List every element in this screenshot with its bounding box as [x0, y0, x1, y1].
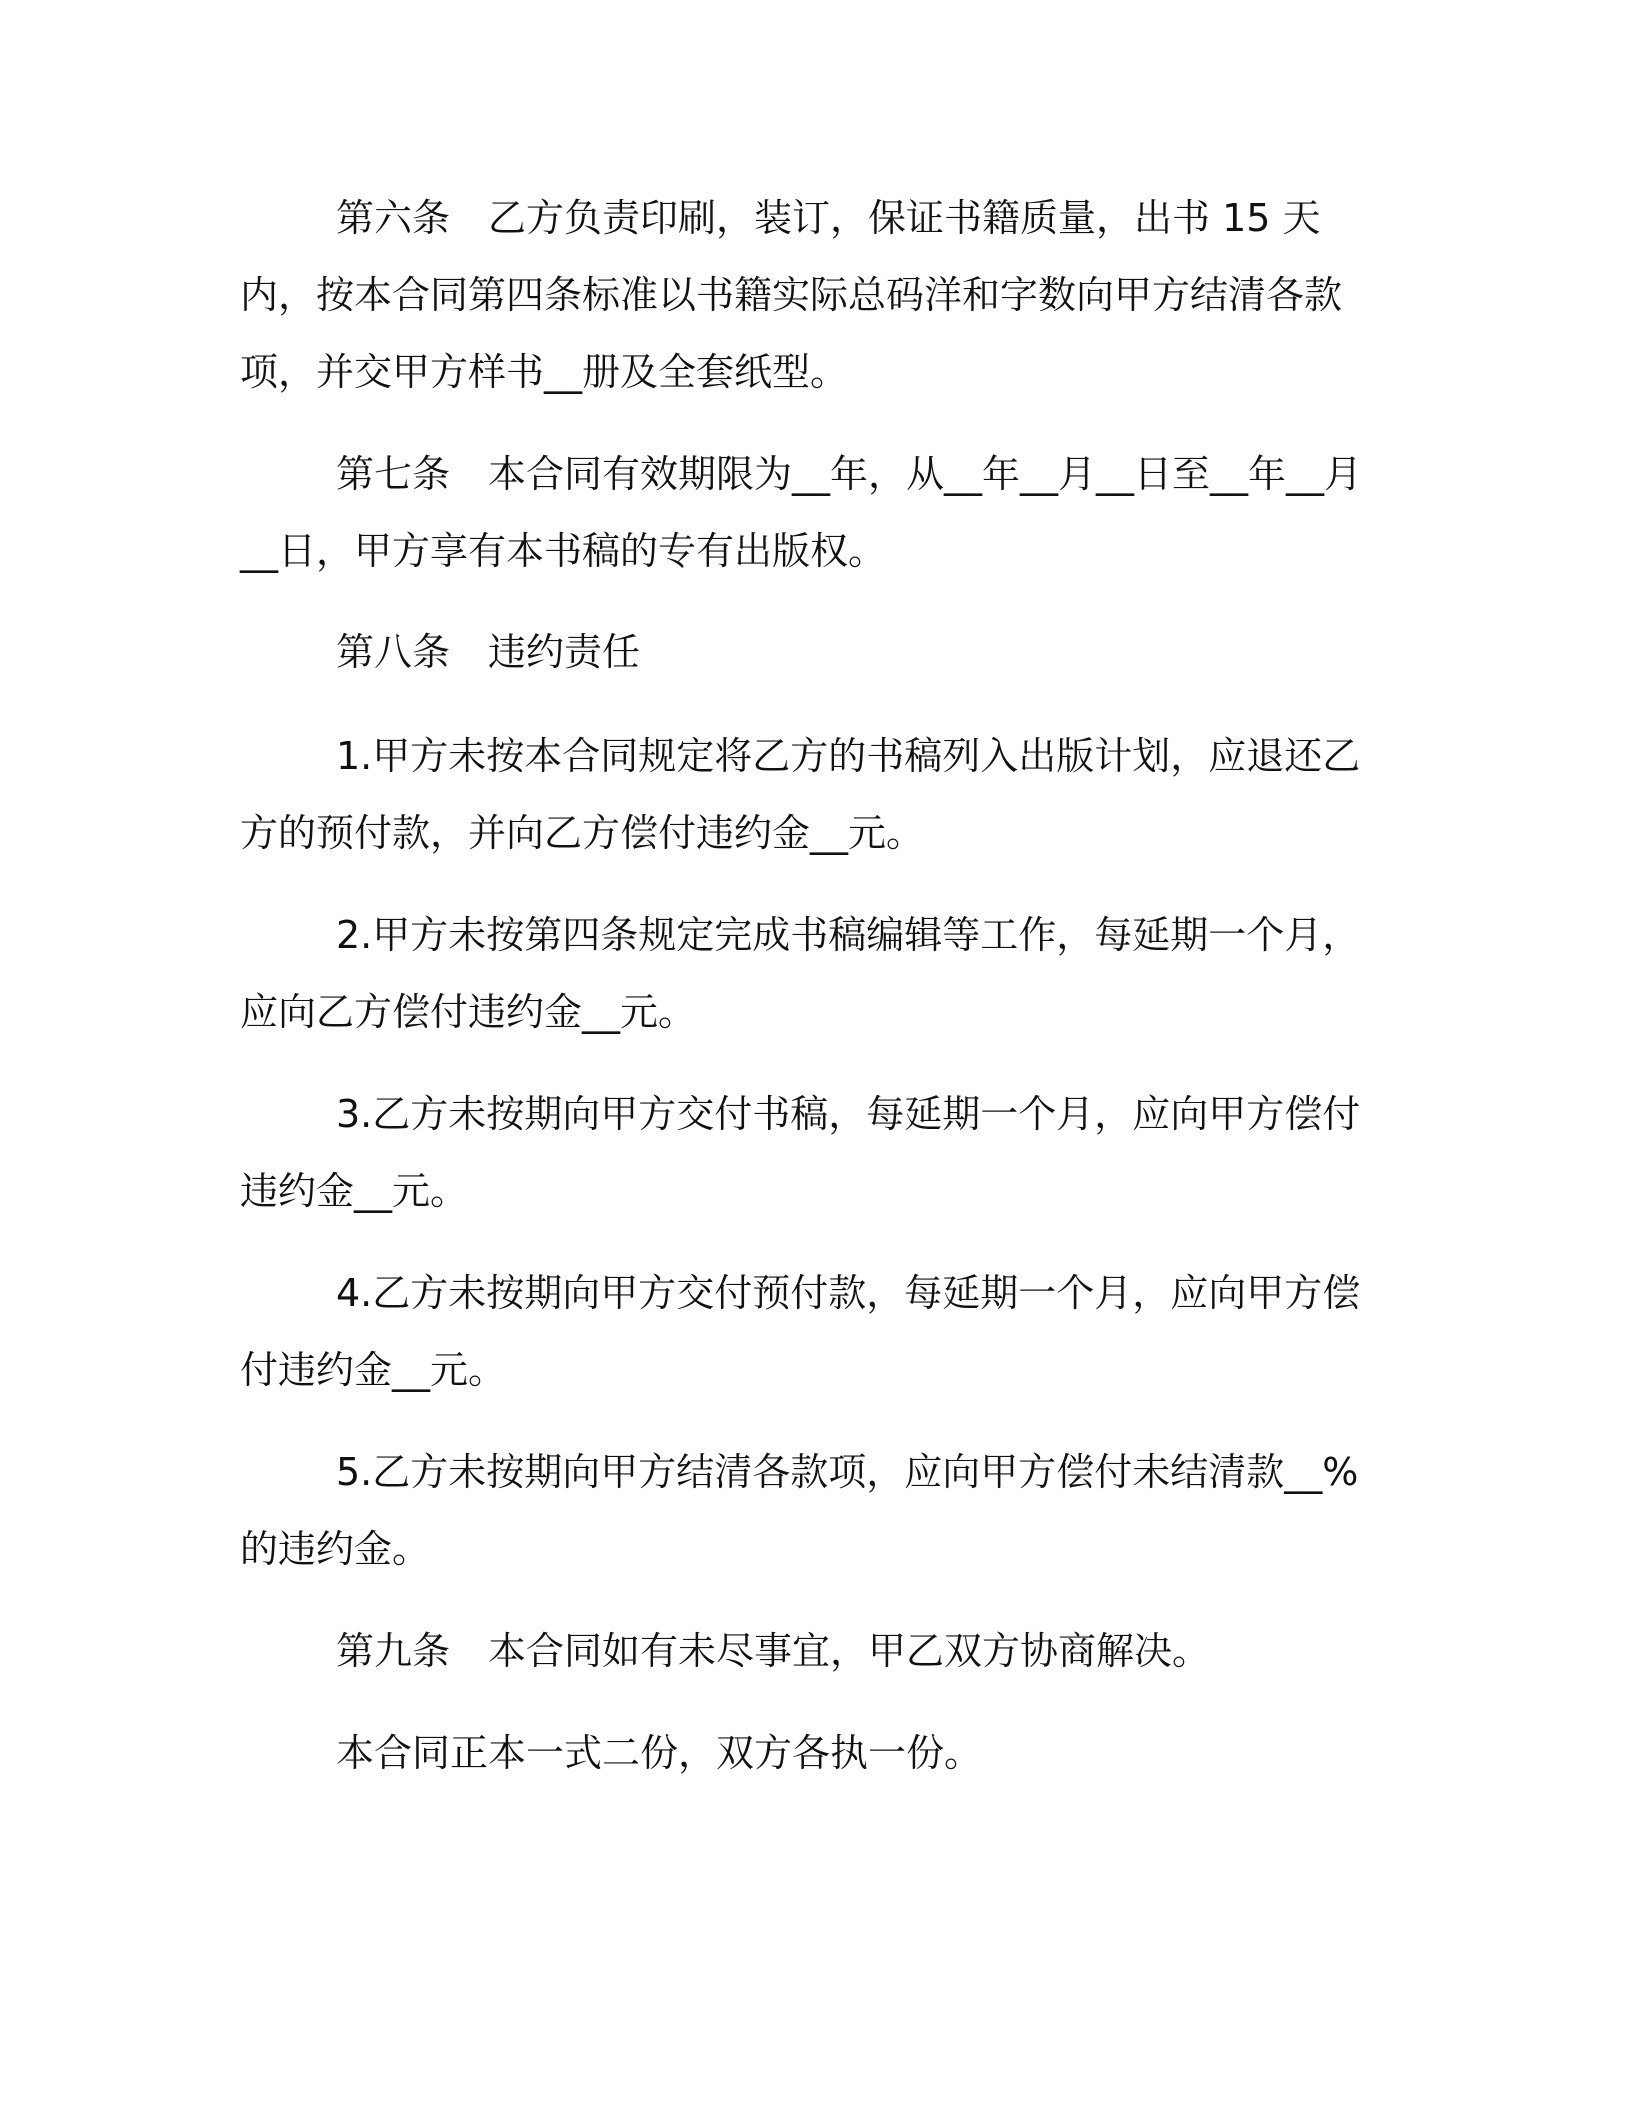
breach-clause-2: 2.甲方未按第四条规定完成书稿编辑等工作，每延期一个月，应向乙方偿付违约金__元。 — [240, 913, 1361, 1034]
breach-clause-1: 1.甲方未按本合同规定将乙方的书稿列入出版计划，应退还乙方的预付款，并向乙方偿付违约金__元。 — [240, 734, 1361, 855]
breach-clause-4: 4.乙方未按期向甲方交付预付款，每延期一个月，应向甲方偿付违约金__元。 — [240, 1271, 1361, 1392]
article-7-paragraph: 第七条 本合同有效期限为__年，从__年__月__日至__年__月__日，甲方享有本书稿的专有出版权。 — [240, 452, 1363, 573]
article-6-paragraph: 第六条 乙方负责印刷，装订，保证书籍质量，出书 15 天内，按本合同第四条标准以书籍实际总码洋和字数向甲方结清各款项，并交甲方样书__册及全套纸型。 — [240, 196, 1343, 394]
article-9-paragraph: 第九条 本合同如有未尽事宜，甲乙双方协商解决。 — [336, 1629, 1211, 1673]
breach-clause-3: 3.乙方未按期向甲方交付书稿，每延期一个月，应向甲方偿付违约金__元。 — [240, 1092, 1361, 1213]
article-8-heading: 第八条 违约责任 — [336, 630, 641, 674]
copies-statement: 本合同正本一式二份，双方各执一份。 — [336, 1731, 983, 1775]
breach-clause-5: 5.乙方未按期向甲方结清各款项，应向甲方偿付未结清款__%的违约金。 — [240, 1450, 1359, 1571]
